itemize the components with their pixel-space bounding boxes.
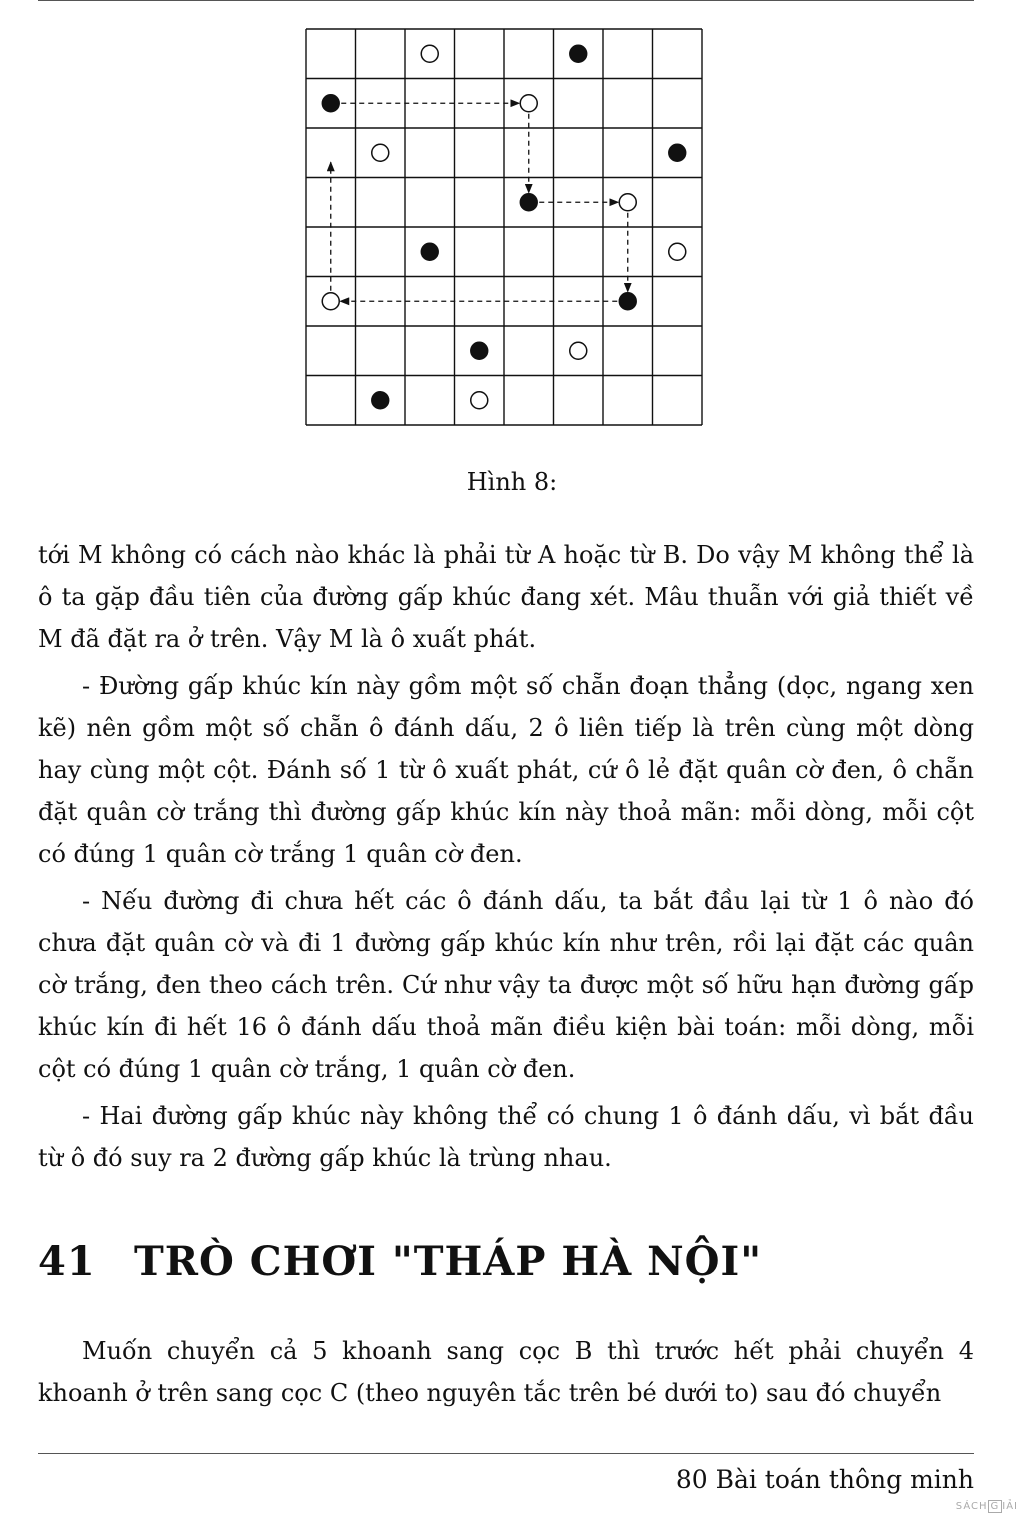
paragraph: tới M không có cách nào khác là phải từ A hoặc từ B. Do vậy M không thể là ô ta gặp đầu tiên của đường gấp khúc đang xét. Mâu thuẫn với giả thiết về M đã đặt ra ở trên. Vậy M là ô xuất phát.	[38, 541, 974, 653]
bottom-rule	[38, 1453, 974, 1454]
paragraph: - Đường gấp khúc kín này gồm một số chẵn đoạn thẳng (dọc, ngang xen kẽ) nên gồm một số chẵn ô đánh dấu, 2 ô liên tiếp là trên cùng một dòng hay cùng một cột. Đánh số 1 từ ô xuất phát, cứ ô lẻ đặt quân cờ đen, ô chẵn đặt quân cờ trắng thì đường gấp khúc kín này thoả mãn: mỗi dòng, mỗi cột có đúng 1 quân cờ trắng 1 quân cờ đen.	[38, 672, 974, 868]
white-piece	[570, 342, 587, 359]
white-piece	[471, 392, 488, 409]
chessboard-figure	[305, 28, 707, 430]
black-piece	[570, 45, 587, 62]
body-text	[38, 534, 974, 1179]
white-piece	[520, 95, 537, 112]
path-arrows	[331, 103, 628, 301]
black-piece	[669, 144, 686, 161]
white-piece	[619, 194, 636, 211]
top-rule	[38, 0, 974, 1]
white-piece	[421, 45, 438, 62]
white-piece	[322, 293, 339, 310]
black-piece	[372, 392, 389, 409]
figure-caption: Hình 8:	[466, 468, 558, 496]
watermark-text: IẢI	[1002, 1501, 1018, 1512]
white-piece	[372, 144, 389, 161]
board-grid	[306, 29, 702, 425]
paragraph: - Hai đường gấp khúc này không thể có chung 1 ô đánh dấu, vì bắt đầu từ ô đó suy ra 2 đường gấp khúc là trùng nhau.	[38, 1102, 974, 1172]
section-number: 41	[38, 1238, 96, 1285]
section-title: TRÒ CHƠI "THÁP HÀ NỘI"	[134, 1238, 763, 1285]
watermark-logo	[956, 1500, 1018, 1513]
watermark-mark: G	[988, 1500, 1003, 1513]
section-heading	[38, 1238, 762, 1285]
white-piece	[669, 243, 686, 260]
black-piece	[421, 243, 438, 260]
black-piece	[520, 194, 537, 211]
footer-book-title: 80 Bài toán thông minh	[675, 1465, 974, 1494]
black-piece	[619, 293, 636, 310]
section-body	[38, 1330, 974, 1414]
black-piece	[322, 95, 339, 112]
watermark-text: SÁCH	[955, 1501, 988, 1512]
paragraph: Muốn chuyển cả 5 khoanh sang cọc B thì trước hết phải chuyển 4 khoanh ở trên sang cọc C (theo nguyên tắc trên bé dưới to) sau đó chuyển	[38, 1337, 974, 1407]
paragraph: - Nếu đường đi chưa hết các ô đánh dấu, ta bắt đầu lại từ 1 ô nào đó chưa đặt quân cờ và đi 1 đường gấp khúc kín như trên, rồi lại đặt các quân cờ trắng, đen theo cách trên. Cứ như vậy ta được một số hữu hạn đường gấp khúc kín đi hết 16 ô đánh dấu thoả mãn điều kiện bài toán: mỗi dòng, mỗi cột có đúng 1 quân cờ trắng, 1 quân cờ đen.	[38, 887, 974, 1083]
black-piece	[471, 342, 488, 359]
